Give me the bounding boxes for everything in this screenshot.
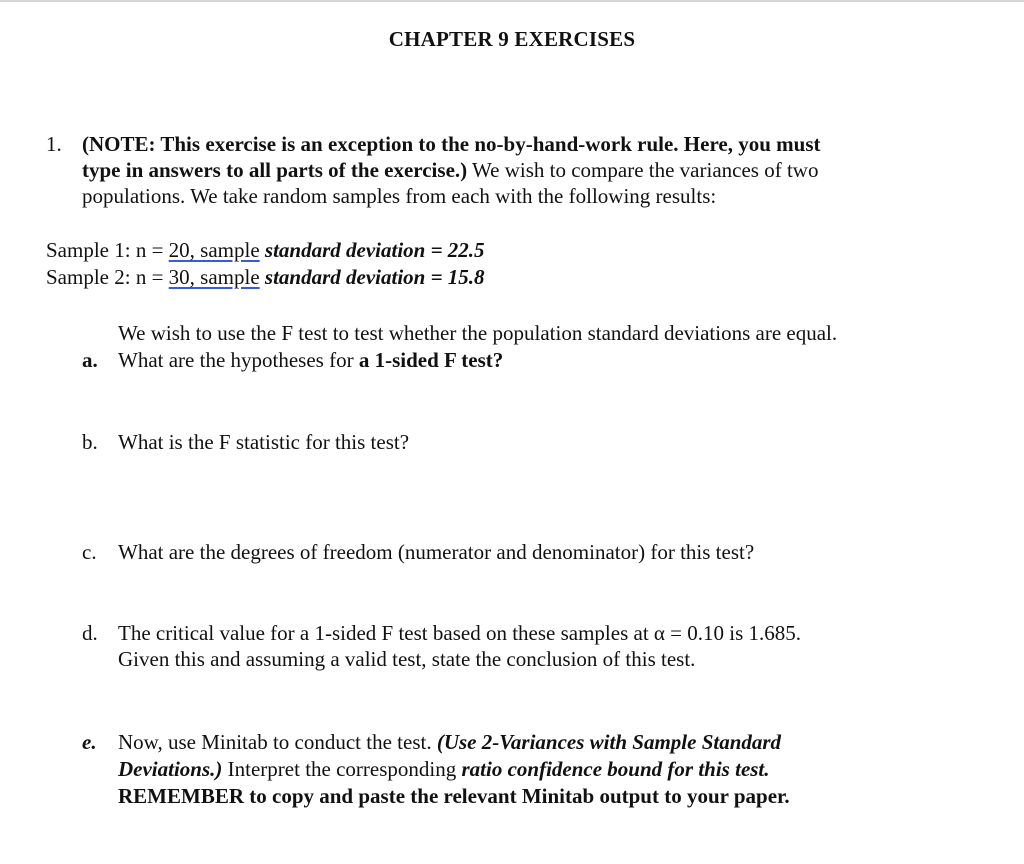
exercise-number: 1. [46, 132, 62, 156]
page-title: CHAPTER 9 EXERCISES [388, 27, 636, 51]
part-d-marker: d. [82, 621, 98, 645]
part-d-line-2: Given this and assuming a valid test, state the conclusion of this test. [118, 647, 696, 671]
f-test-intro: We wish to use the F test to test whether the population standard deviations are equal. [118, 321, 838, 345]
part-a-marker: a. [82, 348, 98, 372]
part-e-line-2 [118, 756, 770, 782]
note-bold-end: type in answers to all parts of the exercise.) [82, 158, 468, 182]
part-c-question: What are the degrees of freedom (numerator and denominator) for this test? [118, 540, 755, 564]
sample-2-n: 30, sample [168, 265, 260, 289]
part-b-question: What is the F statistic for this test? [118, 430, 410, 454]
sample-1-line [46, 237, 485, 263]
part-e-marker: e. [82, 730, 97, 754]
part-a-text: What are the hypotheses for [118, 348, 359, 372]
part-e-text-1: Now, use Minitab to conduct the test. [118, 730, 437, 754]
part-b-marker: b. [82, 430, 98, 454]
sample-1-sd: standard deviation = 22.5 [259, 238, 485, 262]
sample-2-label: Sample 2: n = [46, 265, 169, 289]
sample-2-line [46, 264, 485, 290]
sample-1-label: Sample 1: n = [46, 238, 169, 262]
part-e-bold-italic-3: ratio confidence bound for this test. [461, 757, 770, 781]
note-line-2 [82, 157, 818, 183]
sample-1-n: 20, sample [168, 238, 260, 262]
part-e-bold-italic-2: Deviations.) [118, 757, 223, 781]
part-c-marker: c. [82, 540, 97, 564]
part-e-text-2: Interpret the corresponding [222, 757, 462, 781]
part-a-question [118, 347, 503, 373]
page-top-border [0, 0, 1024, 2]
sample-2-sd: standard deviation = 15.8 [259, 265, 485, 289]
part-e-line-1 [118, 729, 781, 755]
intro-line-3: populations. We take random samples from each with the following results: [82, 184, 717, 208]
part-e-line-3: REMEMBER to copy and paste the relevant Minitab output to your paper. [118, 784, 790, 808]
note-line-1: (NOTE: This exercise is an exception to the no-by-hand-work rule. Here, you must [82, 132, 821, 156]
next-exercise-cutoff [0, 852, 1024, 864]
part-a-bold: a 1-sided F test? [358, 348, 504, 372]
part-e-bold-italic-1: (Use 2-Variances with Sample Standard [436, 730, 782, 754]
line2-rest: We wish to compare the variances of two [467, 158, 819, 182]
part-d-line-1: The critical value for a 1-sided F test based on these samples at α = 0.10 is 1.685. [118, 621, 802, 645]
